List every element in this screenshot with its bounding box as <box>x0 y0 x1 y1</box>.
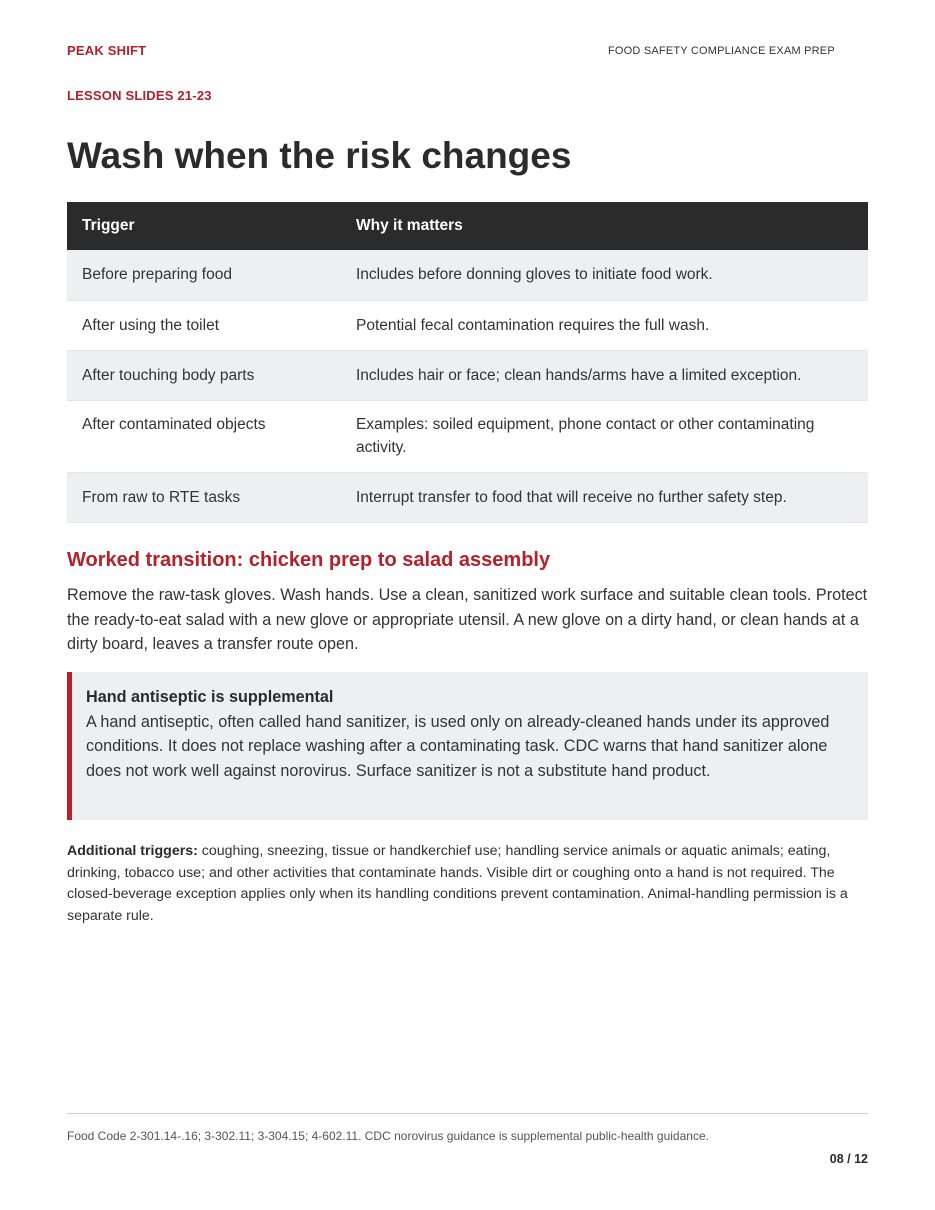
why-cell: Includes before donning gloves to initiate food work. <box>341 250 868 300</box>
table-row <box>67 400 868 472</box>
sanitizer-callout <box>67 672 868 820</box>
page-number: 08 / 12 <box>829 1152 868 1166</box>
worked-transition-body: Remove the raw-task gloves. Wash hands. Use a clean, sanitized work surface and suitable clean tools. Protect the ready-to-eat salad with a new glove or appropriate utensil. A new glove on a dirty hand, or clean hands at a dirty board, leaves a transfer route open. <box>67 586 868 653</box>
table-header-row <box>67 202 868 250</box>
why-cell: Potential fecal contamination requires the full wash. <box>341 300 868 350</box>
brand-label: PEAK SHIFT <box>67 43 147 58</box>
additional-triggers <box>67 841 868 927</box>
why-cell: Examples: soiled equipment, phone contact or other contaminating activity. <box>341 400 868 472</box>
worked-transition-heading: Worked transition: chicken prep to salad assembly <box>67 549 551 571</box>
why-cell: Includes hair or face; clean hands/arms have a limited exception. <box>341 350 868 400</box>
lesson-label: LESSON SLIDES 21-23 <box>67 88 212 103</box>
table-row <box>67 350 868 400</box>
why-cell: Interrupt transfer to food that will receive no further safety step. <box>341 472 868 522</box>
additional-triggers-label: Additional triggers: <box>67 843 198 859</box>
trigger-cell: Before preparing food <box>67 250 341 300</box>
trigger-cell: After using the toilet <box>67 300 341 350</box>
additional-triggers-text: coughing, sneezing, tissue or handkerchief use; handling service animals or aquatic animals; eating, drinking, tobacco use; and other activities that contaminate hands. Visible dirt or coughing onto a hand is not required. The closed-beverage exception applies only when its handling conditions prevent contamination. Animal-handling permission is a separate rule. <box>67 843 848 924</box>
callout-body: A hand antiseptic, often called hand sanitizer, is used only on already-cleaned hands under its approved conditions. It does not replace washing after a contaminating task. CDC warns that hand sanitizer alone does not work well against norovirus. Surface sanitizer is not a substitute hand product. <box>86 712 830 780</box>
trigger-cell: From raw to RTE tasks <box>67 472 341 522</box>
trigger-cell: After contaminated objects <box>67 400 341 472</box>
footer-divider <box>67 1113 868 1114</box>
trigger-table <box>67 202 868 523</box>
footer-citation: Food Code 2-301.14-.16; 3-302.11; 3-304.15; 4-602.11. CDC norovirus guidance is supplemental public-health guidance. <box>67 1129 709 1143</box>
page-title: Wash when the risk changes <box>67 135 572 176</box>
table-row <box>67 250 868 300</box>
table-row <box>67 300 868 350</box>
course-label: FOOD SAFETY COMPLIANCE EXAM PREP <box>608 45 835 57</box>
column-header-trigger: Trigger <box>67 202 341 250</box>
callout-title: Hand antiseptic is supplemental <box>86 688 334 706</box>
trigger-cell: After touching body parts <box>67 350 341 400</box>
table-row <box>67 472 868 522</box>
column-header-why: Why it matters <box>341 202 868 250</box>
page <box>67 0 868 1210</box>
